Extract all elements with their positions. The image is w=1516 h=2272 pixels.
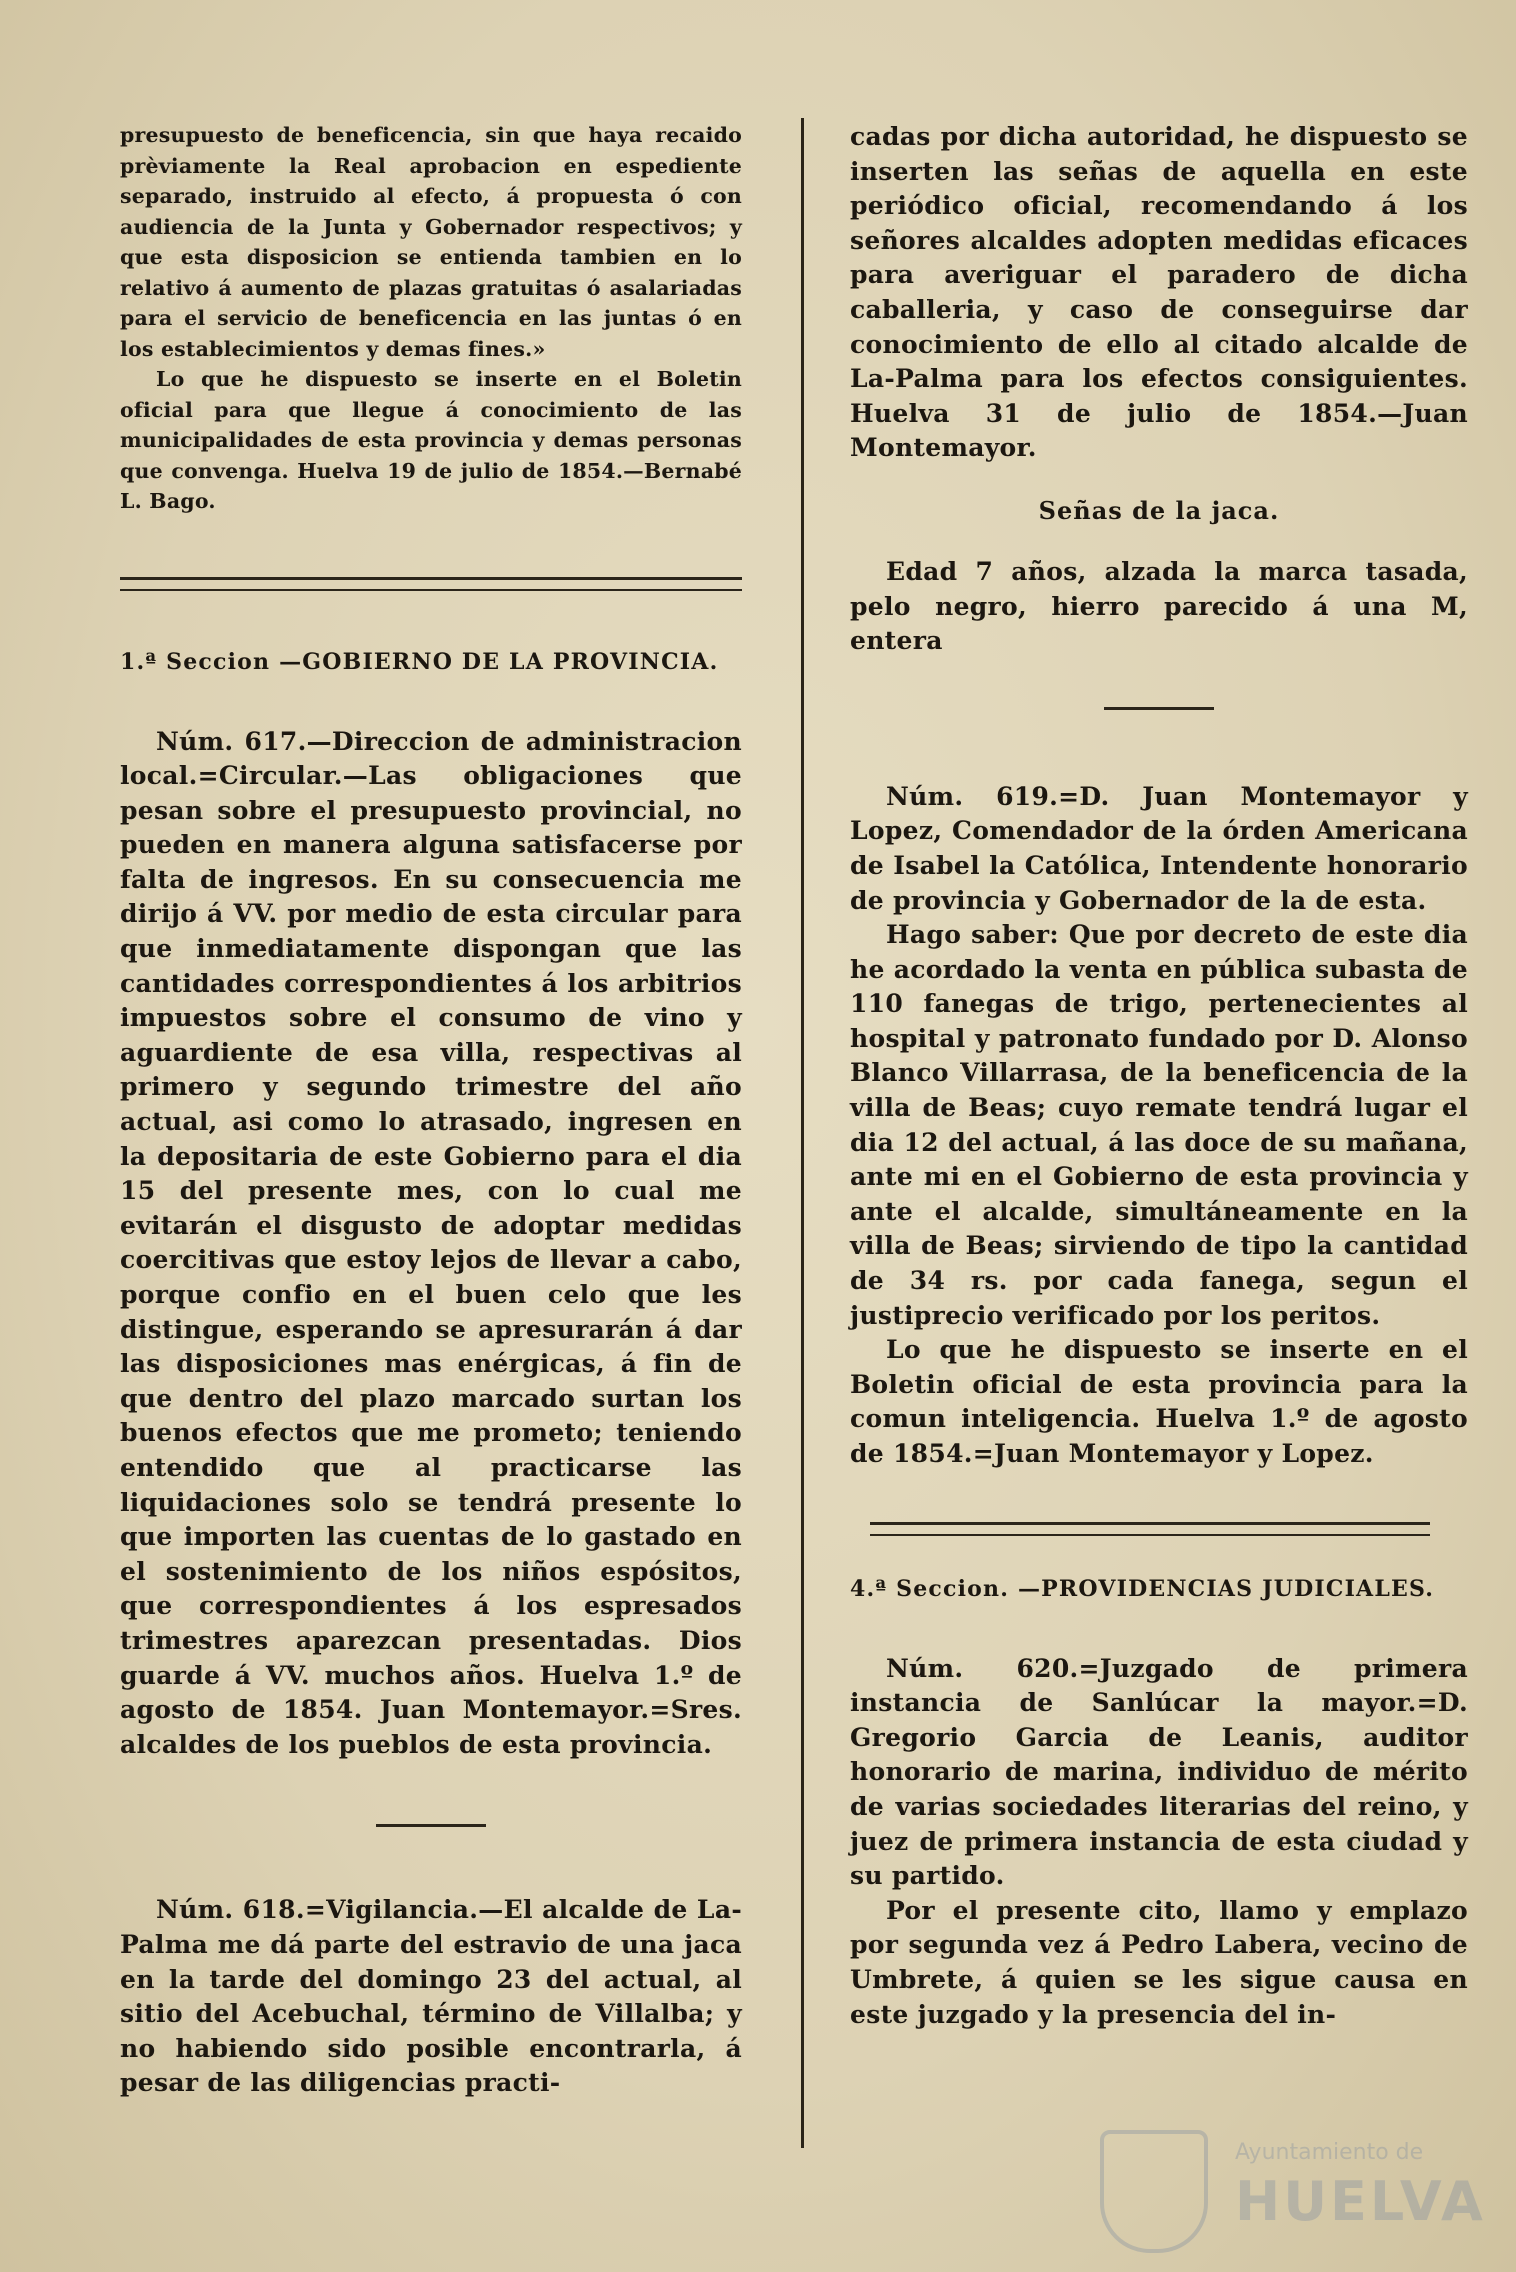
continuation-closing: Lo que he dispuesto se inserte en el Boletin oficial para que llegue á conocimiento de las municipalidades de esta provincia y demas personas que convenga. Huelva 19 de julio de 1854.—Bernabé L. Bago. xyxy=(120,367,742,513)
archive-watermark xyxy=(1100,2120,1486,2250)
notice-619-closing: Lo que he dispuesto se inserte en el Boletin oficial de esta provincia para la comun inteligencia. Huelva 1.º de agosto de 1854.=Juan Montemayor y Lopez. xyxy=(850,1335,1468,1468)
section-divider xyxy=(870,1522,1430,1536)
section-heading-gobierno: 1.ª Seccion —GOBIERNO DE LA PROVINCIA. xyxy=(120,648,719,675)
notice-619-body: Hago saber: Que por decreto de este dia he acordado la venta en pública subasta de 110 fanegas de trigo, pertenecientes al hospital y patronato fundado por D. Alonso Blanco Villarrasa, de la beneficencia de la villa de Beas; cuyo remate tendrá lugar el dia 12 del actual, á las doce de su mañana, ante mi en el Gobierno de esta provincia y ante el alcalde, simultáneamente en la villa de Beas; sirviendo de tipo la cantidad de 34 rs. por cada fanega, segun el justiprecio verificado por los peritos. xyxy=(850,920,1468,1330)
senas-text: Edad 7 años, alzada la marca tasada, pelo negro, hierro parecido á una M, entera xyxy=(850,556,1468,656)
notice-620: Núm. 620.=Juzgado de primera instancia de Sanlúcar la mayor.=D. Gregorio Garcia de Leanis, auditor honorario de marina, individuo de mérito de varias sociedades literarias del reino, y juez de primera instancia de esta ciudad y su partido. xyxy=(850,1653,1468,1891)
watermark-line1: Ayuntamiento de xyxy=(1235,2140,1424,2165)
notice-619: Núm. 619.=D. Juan Montemayor y Lopez, Comendador de la órden Americana de Isabel la Católica, Intendente honorario de provincia y Gobernador de la de esta. xyxy=(850,781,1468,915)
left-column xyxy=(120,120,742,2101)
senas-heading: Señas de la jaca. xyxy=(1038,495,1280,525)
notice-617: Núm. 617.—Direccion de administracion local.=Circular.—Las obligaciones que pesan sobre el presupuesto provincial, no pueden en manera alguna satisfacerse por falta de ingresos. En su consecuencia me dirijo á VV. por medio de esta circular para que inmediatamente dispongan que las cantidades correspondientes á los arbitrios impuestos sobre el consumo de vino y aguardiente de esa villa, respectivas al primero y segundo trimestre del año actual, asi como lo atrasado, ingresen en la depositaria de este Gobierno para el dia 15 del presente mes, con lo cual me evitarán el disgusto de adoptar medidas coercitivas que estoy lejos de llevar a cabo, porque confio en el buen celo que les distingue, esperando se apresurarán á dar las disposiciones mas enérgicas, á fin de que dentro del plazo marcado surtan los buenos efectos que me prometo; teniendo entendido que al practicarse las liquidaciones solo se tendrá presente lo que importen las cuentas de lo gastado en el sostenimiento de los niños espósitos, que correspondientes á los espresados trimestres aparezcan presentadas. Dios guarde á VV. muchos años. Huelva 1.º de agosto de 1854. Juan Montemayor.=Sres. alcaldes de los pueblos de esta provincia. xyxy=(120,726,742,1759)
column-divider xyxy=(801,118,804,2148)
section-heading-judiciales: 4.ª Seccion. —PROVIDENCIAS JUDICIALES. xyxy=(850,1575,1435,1602)
section-divider xyxy=(120,577,742,591)
right-column xyxy=(850,120,1468,2032)
notice-618: Núm. 618.=Vigilancia.—El alcalde de La-Palma me dá parte del estravio de una jaca en la tarde del domingo 23 del actual, al sitio del Acebuchal, término de Villalba; y no habiendo sido posible encontrarla, á pesar de las diligencias practi- xyxy=(120,1895,742,2098)
notice-618-continued: cadas por dicha autoridad, he dispuesto se inserten las señas de aquella en este periódico oficial, recomendando á los señores alcaldes adopten medidas eficaces para averiguar el paradero de dicha caballeria, y caso de conseguirse dar conocimiento de ello al citado alcalde de La-Palma para los efectos consiguientes. Huelva 31 de julio de 1854.—Juan Montemayor. xyxy=(850,122,1468,463)
continuation-text: presupuesto de beneficencia, sin que haya recaido prèviamente la Real aprobacion en espediente separado, instruido al efecto, á propuesta ó con audiencia de la Junta y Gobernador respectivos; y que esta disposicion se entienda tambien en lo relativo á aumento de plazas gratuitas ó asalariadas para el servicio de beneficencia en las juntas ó en los establecimientos y demas fines.» xyxy=(120,123,742,361)
shield-icon xyxy=(1100,2130,1208,2253)
watermark-line2: HUELVA xyxy=(1235,2170,1486,2233)
notice-620-body: Por el presente cito, llamo y emplazo por segunda vez á Pedro Labera, vecino de Umbrete, á quien se les sigue causa en este juzgado y la presencia del in- xyxy=(850,1895,1468,2029)
